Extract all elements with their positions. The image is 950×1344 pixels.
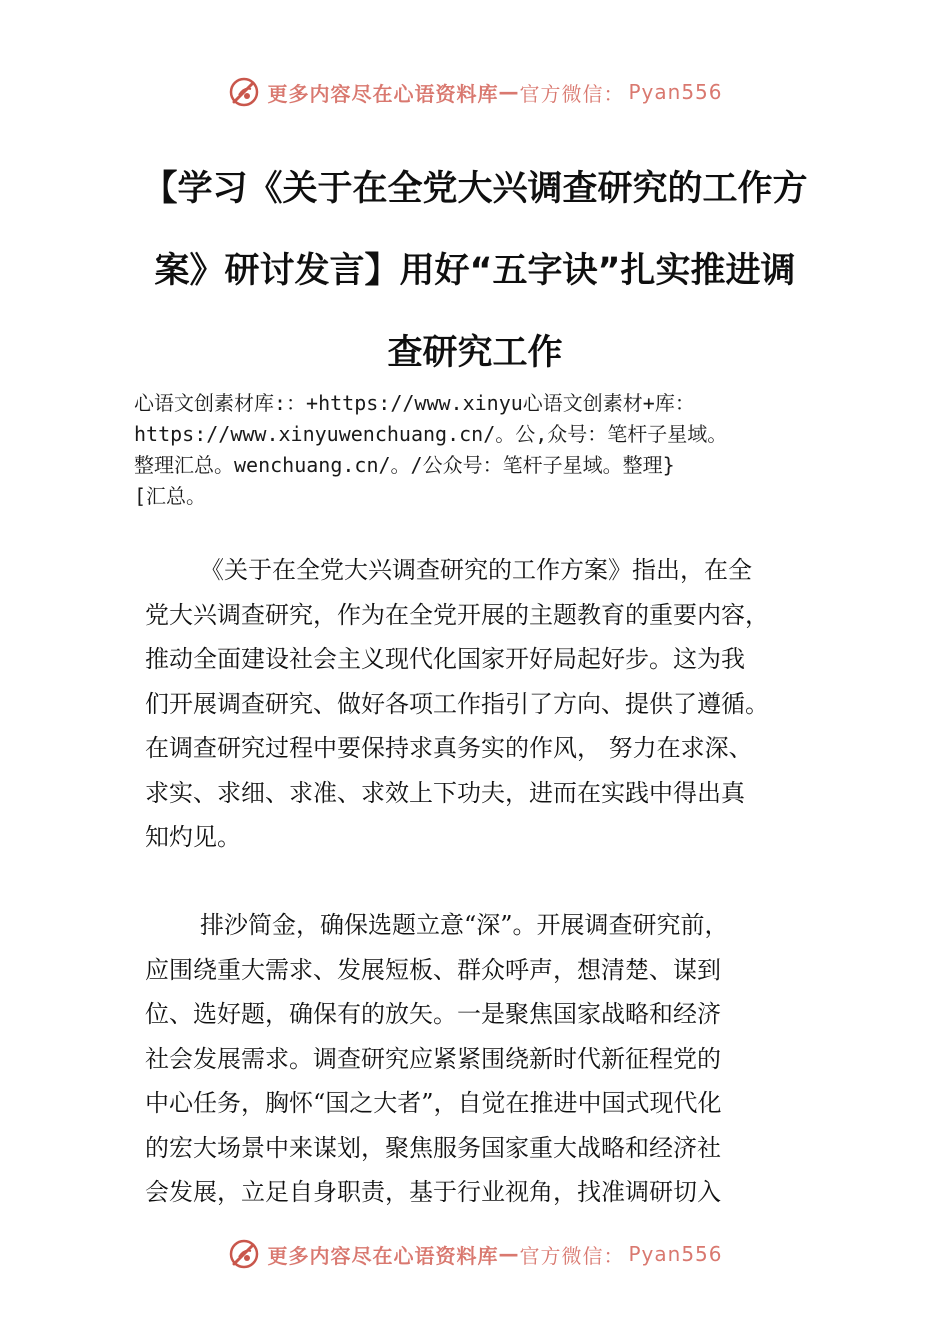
paragraph-line: 党大兴调查研究，作为在全党开展的主题教育的重要内容， <box>145 600 769 629</box>
paragraph-line: 求实、求细、求准、求效上下功夫，进而在实践中得出真 <box>145 778 745 807</box>
paragraph-line: 们开展调查研究、做好各项工作指引了方向、提供了遵循。 <box>145 689 769 718</box>
source-line: [汇总。 <box>134 484 207 508</box>
title-line: 【学习《关于在全党大兴调查研究的工作方 <box>142 169 808 209</box>
paragraph-line: 中心任务，胸怀“国之大者”，自觉在推进中国式现代化 <box>145 1089 722 1117</box>
paragraph-line: 位、选好题，确保有的放矢。一是聚焦国家战略和经济 <box>145 1000 721 1028</box>
paragraph-line: 应围绕重大需求、发展短板、群众呼声，想清楚、谋到 <box>145 955 721 984</box>
source-note <box>134 388 854 512</box>
watermark-wechat-label: 官方微信： <box>519 1243 625 1268</box>
paragraph-line: 在调查研究过程中要保持求真务实的作风， 努力在求深、 <box>145 734 753 762</box>
document-title <box>95 148 855 394</box>
header-watermark <box>0 70 950 114</box>
paragraph-topic-selection <box>145 903 845 1215</box>
paragraph-line: 社会发展需求。调查研究应紧紧围绕新时代新征程党的 <box>145 1044 721 1073</box>
watermark-wechat-id: Pyan556 <box>628 80 723 104</box>
watermark-dash: — <box>498 1242 520 1266</box>
watermark-wechat-label: 官方微信： <box>519 81 625 106</box>
title-line: 案》研讨发言】用好“五字诀”扎实推进调 <box>154 251 796 291</box>
pen-seal-logo-icon <box>227 75 261 109</box>
watermark-site-text: 更多内容尽在心语资料库 <box>267 1243 499 1268</box>
paragraph-line: 的宏大场景中来谋划，聚焦服务国家重大战略和经济社 <box>145 1133 721 1162</box>
watermark-dash: — <box>498 80 520 104</box>
watermark-site-text: 更多内容尽在心语资料库 <box>267 81 499 106</box>
source-line: https://www.xinyuwenchuang.cn/。公,众号：笔杆子星域。 <box>134 422 728 446</box>
source-line: 心语文创素材库:：+https://www.xinyu心语文创素材+库： <box>134 391 695 415</box>
paragraph-line: 会发展，立足自身职责，基于行业视角，找准调研切入 <box>145 1178 721 1206</box>
title-line: 查研究工作 <box>387 333 563 373</box>
pen-seal-logo-icon <box>227 1237 261 1271</box>
paragraph-line: 排沙简金，确保选题立意“深”。开展调查研究前， <box>200 911 729 939</box>
footer-watermark <box>0 1232 950 1276</box>
paragraph-intro <box>145 548 845 860</box>
paragraph-line: 推动全面建设社会主义现代化国家开好局起好步。这为我 <box>145 645 745 673</box>
source-line: 整理汇总。wenchuang.cn/。/公众号：笔杆子星域。整理} <box>134 453 675 477</box>
watermark-wechat-id: Pyan556 <box>628 1242 723 1266</box>
paragraph-line: 《关于在全党大兴调查研究的工作方案》指出，在全 <box>200 556 752 584</box>
paragraph-line: 知灼见。 <box>145 823 241 851</box>
